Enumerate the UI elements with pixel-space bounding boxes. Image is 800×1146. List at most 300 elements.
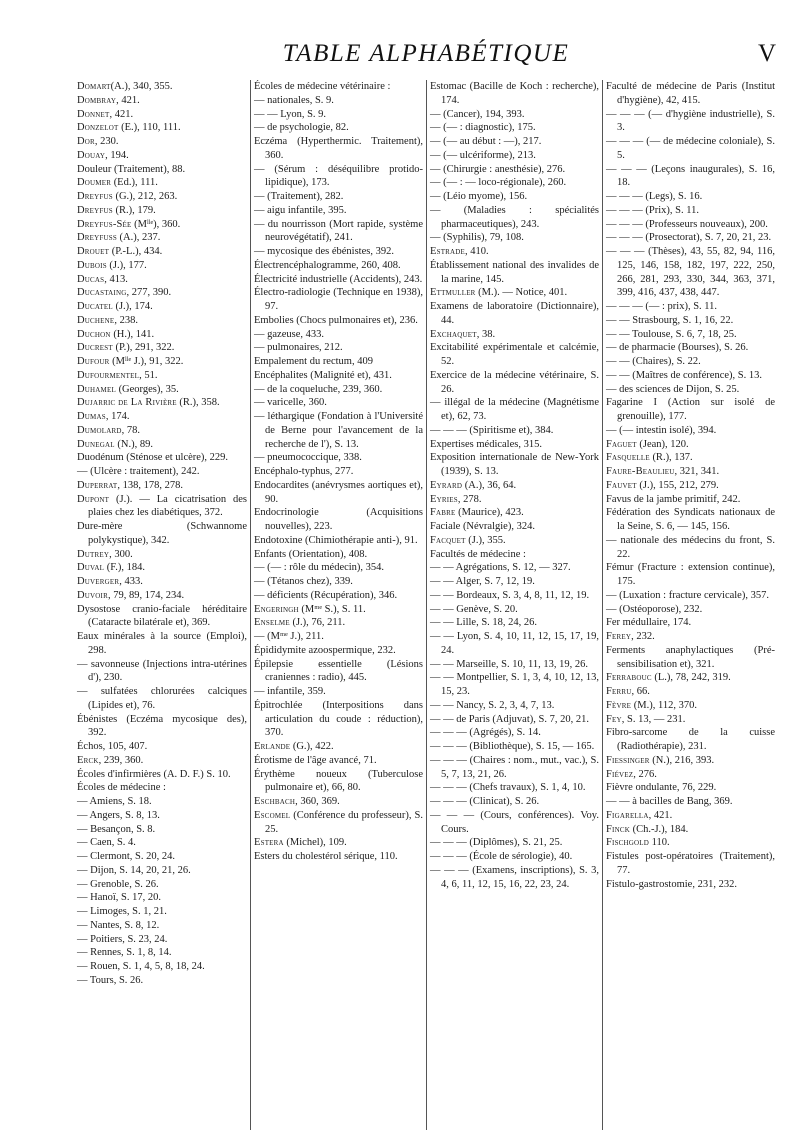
entry-text: — — — (Cours, conférences). Voy. Cours.	[430, 809, 599, 835]
index-entry	[77, 781, 247, 795]
index-entry	[606, 644, 775, 672]
entry-author-name: Fabre	[430, 507, 456, 519]
index-entry	[77, 589, 247, 603]
entry-text: Épilepsie essentielle (Lésions craniennes : radio), 445.	[254, 658, 423, 684]
index-entry	[254, 754, 423, 768]
entry-author-name: Ferrabouc	[606, 672, 652, 684]
entry-text: — du nourrisson (Mort rapide, système neurovégétatif), 241.	[254, 218, 423, 244]
index-entry	[430, 616, 599, 630]
index-entry	[430, 754, 599, 782]
entry-text: — (Chirurgie : anesthésie), 276.	[430, 163, 566, 175]
entry-author-name: Estrade	[430, 246, 466, 257]
index-entry	[606, 561, 775, 589]
index-entry	[254, 286, 423, 314]
index-entry	[606, 809, 775, 823]
entry-text: Encéphalites (Malignité et), 431.	[254, 369, 392, 381]
index-entry	[254, 383, 423, 397]
entry-text: (Jean), 120.	[636, 438, 689, 450]
entry-text: (J.), 174.	[112, 301, 153, 312]
index-entry	[77, 80, 247, 94]
index-entry	[606, 768, 775, 782]
index-entry	[77, 479, 247, 493]
entry-text: (Michel), 109.	[283, 837, 347, 849]
index-entry	[606, 424, 775, 438]
index-entry	[606, 204, 775, 218]
index-entry	[77, 795, 247, 809]
index-entry	[430, 231, 599, 245]
index-entry	[77, 850, 247, 864]
index-entry	[77, 740, 247, 754]
entry-author-name: Ferru	[606, 686, 632, 697]
index-entry	[254, 589, 423, 603]
index-entry	[77, 396, 247, 410]
index-entry	[254, 685, 423, 699]
entry-text: Épididymite azoospermique, 232.	[254, 644, 396, 656]
index-entry	[606, 713, 775, 727]
page-header	[76, 40, 776, 74]
index-entry	[254, 616, 423, 630]
index-entry	[254, 506, 423, 534]
index-entry	[430, 163, 599, 177]
entry-text: , 79, 89, 174, 234.	[107, 589, 185, 601]
index-entry	[430, 836, 599, 850]
entry-text: — (— : rôle du médecin), 354.	[254, 562, 385, 574]
index-entry	[254, 328, 423, 342]
entry-text: — illégal de la médecine (Magnétisme et), 62, 73.	[430, 397, 599, 422]
index-entry	[606, 369, 775, 383]
index-entry	[606, 506, 775, 534]
index-entry	[254, 795, 423, 809]
entry-text: — — — (Chefs travaux), S. 1, 4, 10.	[430, 782, 586, 794]
index-entry	[77, 286, 247, 300]
index-entry	[430, 781, 599, 795]
index-entry	[430, 548, 599, 562]
entry-text: — — — (Thèses), 43, 55, 82, 94, 116, 125, 146, 158, 182, 197, 222, 250, 266, 281, 293, 330, 344, 363, 371, 399, 416, 437, 438, 447.	[606, 246, 775, 299]
index-entry	[430, 561, 599, 575]
index-entry	[254, 465, 423, 479]
entry-author-name: Ducrest	[77, 342, 113, 354]
index-entry	[254, 369, 423, 383]
entry-text: — Caen, S. 4.	[77, 837, 136, 849]
index-entry	[77, 424, 247, 438]
entry-text: (J.), 76, 211.	[289, 617, 346, 629]
index-column-1	[74, 80, 250, 1130]
entry-text: Fer médullaire, 174.	[606, 617, 692, 629]
entry-author-name: Dutrey	[77, 548, 110, 560]
index-entry	[77, 891, 247, 905]
entry-text: — — — (Legs), S. 16.	[606, 191, 703, 202]
entry-text: Enfants (Orientation), 408.	[254, 548, 368, 560]
index-entry	[430, 864, 599, 892]
index-columns	[74, 80, 778, 1130]
index-entry	[430, 520, 599, 534]
entry-author-name: Dreyfus	[77, 204, 113, 216]
entry-text: Ébénistes (Eczéma mycosique des), 392.	[77, 713, 247, 739]
entry-text: Érotisme de l'âge avancé, 71.	[254, 754, 377, 766]
index-entry	[606, 328, 775, 342]
entry-text: (R.), 358.	[176, 397, 220, 409]
entry-author-name: Fasquelle	[606, 452, 650, 464]
entry-text: — — Lille, S. 18, 24, 26.	[430, 617, 538, 629]
entry-text: — Angers, S. 8, 13.	[77, 809, 160, 821]
index-entry	[254, 108, 423, 122]
index-entry	[430, 135, 599, 149]
index-entry	[77, 809, 247, 823]
index-entry	[254, 451, 423, 465]
index-entry	[77, 933, 247, 947]
entry-author-name: Erck	[77, 754, 99, 766]
index-entry	[254, 121, 423, 135]
entry-text: — — — (Prix), S. 11.	[606, 204, 699, 216]
entry-author-name: Engeringh	[254, 603, 299, 615]
entry-text: — Clermont, S. 20, 24.	[77, 851, 176, 862]
index-entry	[430, 149, 599, 163]
index-entry	[254, 699, 423, 740]
entry-author-name: Ducatel	[77, 301, 113, 312]
index-entry	[77, 163, 247, 177]
index-entry	[77, 121, 247, 135]
entry-author-name: Dumas	[77, 411, 106, 422]
index-entry	[254, 135, 423, 163]
index-entry	[606, 836, 775, 850]
index-entry	[77, 754, 247, 768]
entry-text: Érythème noueux (Tuberculose pulmonaire et), 66, 80.	[254, 768, 423, 794]
index-entry	[606, 396, 775, 424]
entry-text: — — — (Chaires : nom., mut., vac.), S. 5, 7, 13, 21, 26.	[430, 754, 599, 780]
entry-text: — Amiens, S. 18.	[77, 796, 152, 807]
entry-author-name: Duchene	[77, 314, 115, 326]
entry-text: — — — (Prosectorat), S. 7, 20, 21, 23.	[606, 232, 772, 244]
page-number: V	[757, 40, 776, 67]
entry-text: (Mᵐᵉ S.), S. 11.	[298, 603, 366, 615]
index-entry	[77, 451, 247, 465]
index-entry	[77, 575, 247, 589]
entry-text: , 230.	[94, 136, 119, 147]
entry-text: Endotoxine (Chimiothérapie anti-), 91.	[254, 534, 418, 546]
entry-text: (J.). — La cicatrisation des plaies chez les diabétiques, 372.	[88, 493, 247, 519]
index-entry	[430, 603, 599, 617]
index-entry	[430, 699, 599, 713]
entry-text: — (— ulcériforme), 213.	[430, 149, 536, 161]
entry-text: (Georges), 35.	[115, 383, 179, 395]
index-entry	[606, 850, 775, 878]
entry-author-name: Finck	[606, 823, 630, 835]
index-entry	[430, 589, 599, 603]
entry-text: — sulfatées chlorurées calciques (Lipides et), 76.	[77, 686, 247, 711]
entry-text: — (Léio myome), 156.	[430, 191, 528, 202]
index-entry	[606, 493, 775, 507]
entry-text: — — Lyon, S. 9.	[254, 108, 327, 120]
entry-text: — — de Paris (Adjuvat), S. 7, 20, 21.	[430, 713, 589, 725]
entry-author-name: Duverger	[77, 576, 120, 587]
entry-author-name: Dupont	[77, 493, 110, 505]
entry-text: , 410.	[465, 246, 489, 257]
entry-author-name: Faure-Beaulieu	[606, 466, 675, 477]
entry-text: — (Ulcère : traitement), 242.	[77, 466, 200, 477]
index-entry	[77, 658, 247, 686]
entry-author-name: Dufourmentel	[77, 369, 140, 381]
index-entry	[606, 163, 775, 191]
entry-text: Ferments anaphylactiques (Pré-sensibilisation et), 321.	[606, 644, 775, 670]
entry-text: Écoles de médecine :	[77, 782, 166, 794]
index-entry	[77, 328, 247, 342]
entry-author-name: Faguet	[606, 438, 637, 450]
entry-text: — pneumococcique, 338.	[254, 452, 362, 464]
entry-author-name: Dufour	[77, 356, 110, 367]
entry-text: Fistules post-opératoires (Traitement), 77.	[606, 851, 775, 876]
index-entry	[77, 548, 247, 562]
entry-text: — Nantes, S. 8, 12.	[77, 919, 160, 931]
entry-text: — — — (Diplômes), S. 21, 25.	[430, 837, 563, 849]
entry-text: Fibro-sarcome de la cuisse (Radiothérapie), 231.	[606, 727, 775, 752]
entry-author-name: Eyries	[430, 493, 458, 505]
entry-text: — — à bacilles de Bang, 369.	[606, 796, 733, 807]
entry-text: Estomac (Bacille de Koch : recherche), 174.	[430, 81, 599, 106]
entry-text: — infantile, 359.	[254, 686, 326, 697]
entry-text: — varicelle, 360.	[254, 397, 327, 409]
index-entry	[77, 190, 247, 204]
entry-text: (M.). — Notice, 401.	[475, 287, 568, 299]
entry-text: (H.), 141.	[110, 328, 155, 340]
entry-text: (A.), 340, 355.	[110, 81, 173, 92]
index-entry	[606, 341, 775, 355]
entry-text: Faciale (Névralgie), 324.	[430, 521, 535, 532]
index-entry	[606, 726, 775, 754]
index-entry	[430, 493, 599, 507]
entry-author-name: Erlande	[254, 741, 291, 752]
entry-text: — léthargique (Fondation à l'Université de Berne pour l'avancement de la recherche de l'), S. 13.	[254, 411, 423, 450]
entry-author-name: Escomel	[254, 809, 291, 821]
entry-text: Examens de laboratoire (Dictionnaire), 44.	[430, 301, 599, 326]
entry-text: — — Alger, S. 7, 12, 19.	[430, 576, 535, 587]
index-entry	[77, 108, 247, 122]
index-entry	[430, 121, 599, 135]
entry-text: — (Sérum : déséquilibre protido-lipidique), 173.	[254, 163, 423, 189]
index-entry	[430, 424, 599, 438]
index-entry	[606, 616, 775, 630]
entry-text: Exposition internationale de New-York (1939), S. 13.	[430, 452, 599, 477]
index-entry	[430, 534, 599, 548]
entry-text: — Dijon, S. 14, 20, 21, 26.	[77, 864, 191, 876]
entry-text: — — Marseille, S. 10, 11, 13, 19, 26.	[430, 658, 588, 670]
entry-text: Échos, 105, 407.	[77, 741, 148, 752]
entry-text: (E.), 110, 111.	[118, 122, 181, 134]
entry-author-name: Ducastaing	[77, 287, 127, 299]
index-entry	[430, 795, 599, 809]
index-entry	[77, 768, 247, 782]
entry-author-name: Ferey	[606, 631, 632, 642]
index-entry	[430, 328, 599, 342]
index-entry	[77, 94, 247, 108]
index-column-2	[250, 80, 426, 1130]
entry-text: — Grenoble, S. 26.	[77, 878, 159, 890]
entry-text: — — Agrégations, S. 12, — 327.	[430, 562, 571, 574]
index-entry	[606, 451, 775, 465]
entry-text: — (— : diagnostic), 175.	[430, 122, 536, 134]
index-entry	[77, 493, 247, 521]
index-entry	[430, 726, 599, 740]
index-entry	[77, 864, 247, 878]
entry-text: 110.	[649, 837, 670, 849]
index-entry	[254, 548, 423, 562]
entry-author-name: Eyrard	[430, 479, 463, 491]
index-entry	[254, 575, 423, 589]
entry-text: (P.-L.), 434.	[109, 246, 163, 257]
entry-text: Fédération des Syndicats nationaux de la Seine, S. 6, — 145, 156.	[606, 507, 775, 532]
entry-text: — — Montpellier, S. 1, 3, 4, 10, 12, 13, 15, 23.	[430, 672, 599, 697]
index-entry	[606, 671, 775, 685]
index-entry	[77, 341, 247, 355]
entry-text: , 421.	[109, 108, 134, 120]
index-entry	[606, 534, 775, 562]
entry-text: — — Nancy, S. 2, 3, 4, 7, 13.	[430, 699, 555, 711]
index-entry	[430, 286, 599, 300]
entry-author-name: Fischgold	[606, 837, 650, 849]
entry-text: (G.), 212, 263.	[112, 191, 178, 202]
index-entry	[77, 218, 247, 232]
index-entry	[254, 658, 423, 686]
entry-text: — (— intestin isolé), 394.	[606, 424, 717, 436]
entry-author-name: Dumolard	[77, 424, 122, 436]
entry-text: , 238.	[114, 314, 138, 326]
entry-text: — — Bordeaux, S. 3, 4, 8, 11, 12, 19.	[430, 589, 590, 601]
entry-text: (R.), 179.	[112, 204, 156, 216]
index-entry	[430, 658, 599, 672]
entry-text: — — (Chaires), S. 22.	[606, 356, 701, 367]
entry-text: — — — (Clinicat), S. 26.	[430, 796, 540, 807]
entry-text: — (Traitement), 282.	[254, 191, 344, 202]
index-entry	[606, 231, 775, 245]
entry-text: Encéphalo-typhus, 277.	[254, 466, 354, 477]
entry-author-name: Dor	[77, 136, 95, 147]
entry-text: — (Tétanos chez), 339.	[254, 576, 353, 587]
entry-text: — — — (Bibliothèque), S. 15, — 165.	[430, 741, 595, 752]
index-entry	[77, 369, 247, 383]
entry-text: — — — (Leçons inaugurales), S. 16, 18.	[606, 163, 775, 189]
index-entry	[606, 190, 775, 204]
entry-text: — savonneuse (Injections intra-utérines d'), 230.	[77, 658, 247, 684]
entry-text: — (Maladies : spécialités pharmaceutiques), 243.	[430, 204, 599, 230]
index-entry	[77, 960, 247, 974]
index-entry	[77, 974, 247, 988]
entry-text: — — — (Examens, inscriptions), S. 3, 4, 6, 11, 12, 15, 16, 22, 23, 24.	[430, 864, 599, 890]
entry-text: Eczéma (Hyperthermic. Traitement), 360.	[254, 136, 423, 161]
index-entry	[430, 190, 599, 204]
index-entry	[77, 245, 247, 259]
entry-author-name: Duperrat	[77, 479, 118, 491]
entry-text: Duodénum (Sténose et ulcère), 229.	[77, 452, 229, 464]
entry-text: (Conférence du professeur), S. 25.	[265, 809, 423, 835]
entry-author-name: Donzelot	[77, 122, 119, 134]
index-entry	[606, 603, 775, 617]
index-entry	[77, 149, 247, 163]
entry-text: — aigu infantile, 395.	[254, 204, 347, 216]
entry-text: (A.), 237.	[116, 232, 161, 244]
index-entry	[254, 218, 423, 246]
entry-text: (P.), 291, 322.	[112, 342, 175, 354]
entry-text: (Ed.), 111.	[111, 177, 158, 189]
entry-text: , 51.	[139, 369, 158, 381]
index-entry	[77, 300, 247, 314]
entry-text: Fagarine I (Action sur isolé de grenouille), 177.	[606, 397, 775, 422]
entry-text: — de psychologie, 82.	[254, 122, 349, 134]
index-entry	[254, 341, 423, 355]
index-entry	[254, 355, 423, 369]
entry-author-name: Fiévez	[606, 768, 634, 780]
entry-text: — Rouen, S. 1, 4, 5, 8, 18, 24.	[77, 961, 205, 972]
index-entry	[606, 630, 775, 644]
index-entry	[606, 699, 775, 713]
index-entry	[254, 479, 423, 507]
entry-text: Électrencéphalogramme, 260, 408.	[254, 259, 401, 271]
entry-text: , 360, 369.	[295, 796, 340, 807]
entry-text: (J.), 155, 212, 279.	[636, 479, 719, 491]
entry-text: (F.), 184.	[104, 562, 145, 574]
entry-text: , 277, 390.	[126, 287, 172, 299]
entry-text: — — — (— de médecine coloniale), S. 5.	[606, 136, 775, 161]
index-entry	[254, 740, 423, 754]
entry-author-name: Drouet	[77, 246, 110, 257]
entry-text: Excitabilité expérimentale et calcémie, 52.	[430, 342, 599, 367]
index-entry	[254, 245, 423, 259]
entry-text: Écoles d'infirmières (A. D. F.) S. 10.	[77, 768, 231, 780]
index-entry	[254, 163, 423, 191]
entry-text: Faculté de médecine de Paris (Institut d'hygiène), 42, 415.	[606, 81, 775, 106]
entry-text: Fémur (Fracture : extension continue), 175.	[606, 562, 775, 587]
index-entry	[606, 754, 775, 768]
index-entry	[606, 465, 775, 479]
entry-author-name: Duhamel	[77, 383, 116, 395]
entry-author-name: Dujarric de La Rivière	[77, 397, 177, 409]
entry-text: (L.), 78, 242, 319.	[651, 672, 731, 684]
index-entry	[254, 259, 423, 273]
entry-text: — — (Maîtres de conférence), S. 13.	[606, 369, 762, 381]
entry-text: Fièvre ondulante, 76, 229.	[606, 782, 717, 794]
index-entry	[77, 603, 247, 631]
index-entry	[254, 190, 423, 204]
index-entry	[430, 575, 599, 589]
index-entry	[254, 836, 423, 850]
entry-author-name: Fèvre	[606, 699, 632, 711]
entry-text: Eaux minérales à la source (Emploi), 298.	[77, 631, 247, 656]
index-entry	[606, 438, 775, 452]
entry-text: Écoles de médecine vétérinaire :	[254, 81, 391, 92]
entry-text: — — Lyon, S. 4, 10, 11, 12, 15, 17, 19, 24.	[430, 631, 599, 656]
index-entry	[606, 795, 775, 809]
entry-text: , 421.	[116, 94, 140, 106]
entry-text: — des sciences de Dijon, S. 25.	[606, 383, 740, 395]
entry-text: — Hanoï, S. 17, 20.	[77, 892, 161, 904]
entry-text: — (Ostéoporose), 232.	[606, 603, 703, 615]
entry-text: Établissement national des invalides de la marine, 145.	[430, 259, 599, 285]
entry-text: (Maurice), 423.	[455, 507, 524, 519]
index-entry	[77, 204, 247, 218]
entry-author-name: Facquet	[430, 534, 466, 546]
index-entry	[606, 383, 775, 397]
entry-text: , 421.	[648, 809, 673, 821]
entry-text: — nationales, S. 9.	[254, 94, 334, 106]
entry-text: — — — (Agrégés), S. 14.	[430, 727, 541, 739]
entry-text: , 276.	[633, 768, 657, 780]
entry-author-name: Ducas	[77, 273, 105, 285]
entry-author-name: Donnet	[77, 108, 110, 120]
index-entry	[77, 231, 247, 245]
entry-text: — gazeuse, 433.	[254, 328, 324, 340]
entry-text: , 138, 178, 278.	[117, 479, 183, 491]
entry-author-name: Duval	[77, 562, 105, 574]
index-entry	[77, 176, 247, 190]
index-entry	[254, 94, 423, 108]
